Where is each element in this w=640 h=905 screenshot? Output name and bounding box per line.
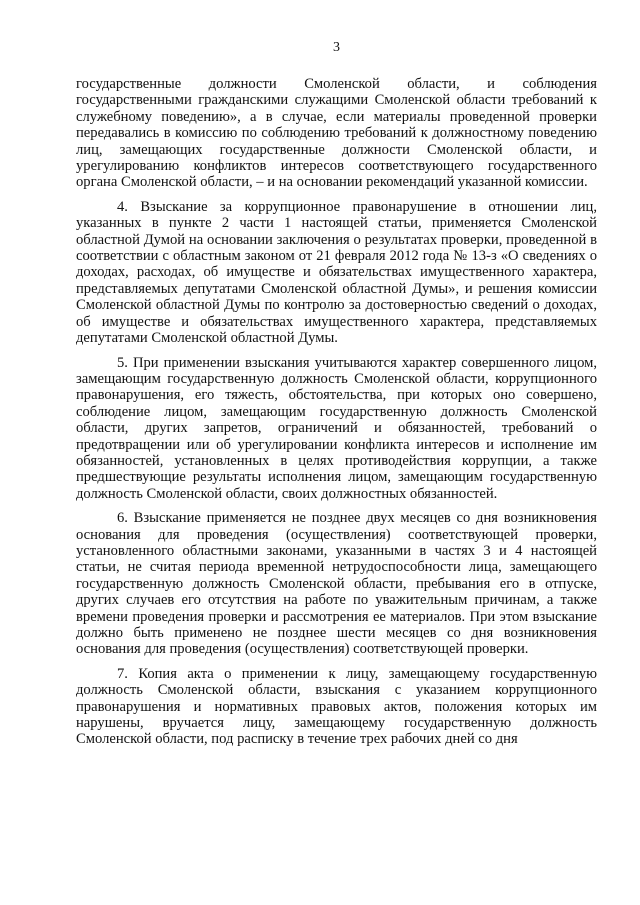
paragraph-item-7: 7. Копия акта о применении к лицу, замещающему государственную должность Смоленской области, взыскания с указанием коррупционного правонарушения и нормативных правовых актов, положения которых им нарушены, вручается лицу, замещающему государственную должность Смоленской области, под расписку в течение трех рабочих дней со дня	[76, 665, 597, 748]
paragraph-item-6: 6. Взыскание применяется не позднее двух месяцев со дня возникновения основания для проведения (осуществления) соответствующей проверки, установленного областными законами, указанными в частях 3 и 4 настоящей статьи, не считая периода временной нетрудоспособности лица, замещающего государственную должность Смоленской области, пребывания его в отпуске, других случаев его отсутствия на работе по уважительным причинам, а также времени проведения проверки и рассмотрения ее материалов. При этом взыскание должно быть применено не позднее шести месяцев со дня возникновения основания для проведения (осуществления) соответствующей проверки.	[76, 510, 597, 658]
page-number: 3	[333, 40, 340, 55]
paragraph-item-4: 4. Взыскание за коррупционное правонарушение в отношении лиц, указанных в пункте 2 части 1 настоящей статьи, применяется Смоленской областной Думой на основании заключения о результатах проверки, проведенной в соответствии с областным законом от 21 февраля 2012 года № 13-з «О сведениях о доходах, расходах, об имуществе и обязательствах имущественного характера, представляемых депутатами Смоленской областной Думы», и решения комиссии Смоленской областной Думы по контролю за достоверностью сведений о доходах, об имуществе и обязательствах имущественного характера, представляемых депутатами Смоленской областной Думы.	[76, 198, 597, 347]
paragraph-item-5: 5. При применении взыскания учитываются характер совершенного лицом, замещающим государственную должность Смоленской области, коррупционного правонарушения, его тяжесть, обстоятельства, при которых оно совершено, соблюдение лицом, замещающим государственную должность Смоленской области, других запретов, ограничений и обязанностей, требований о предотвращении или об урегулировании конфликта интересов и исполнение им обязанностей, установленных в целях противодействия коррупции, а также предшествующие результаты исполнения лицом, замещающим государственную должность Смоленской области, своих должностных обязанностей.	[76, 354, 597, 502]
paragraph-continuation: государственные должности Смоленской области, и соблюдения государственными гражданскими служащими Смоленской области требований к служебному поведению», а в случае, если материалы проведенной проверки передавались в комиссию по соблюдению требований к должностному поведению лиц, замещающих государственные должности Смоленской области, и урегулированию конфликтов интересов соответствующего государственного органа Смоленской области, – и на основании рекомендаций указанной комиссии.	[76, 76, 597, 191]
